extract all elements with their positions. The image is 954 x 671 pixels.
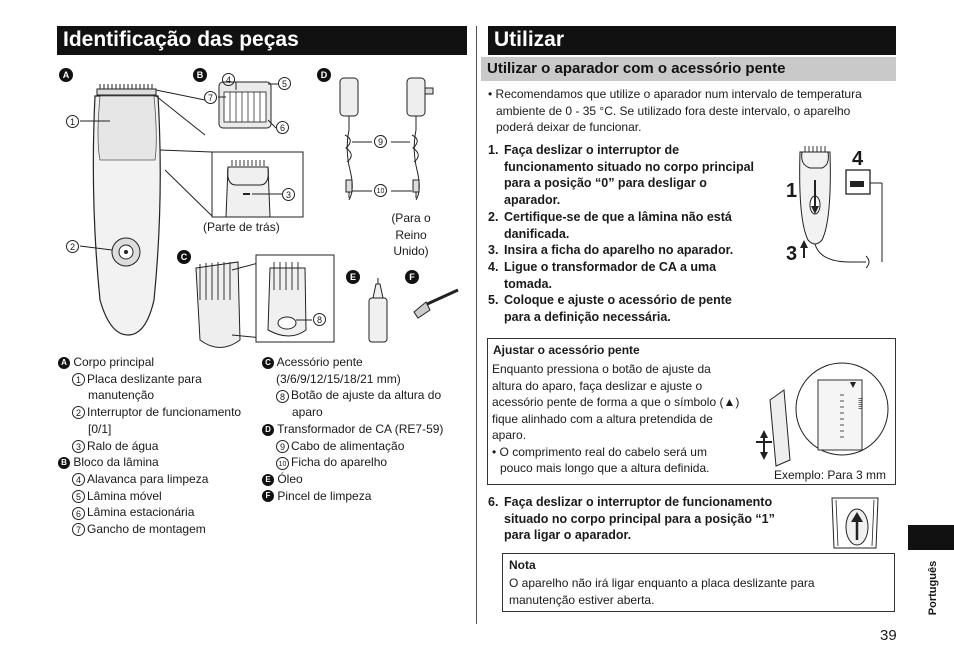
legend-badge-c: C xyxy=(262,357,274,369)
figure-label-f: F xyxy=(405,270,419,284)
figure-label-a: A xyxy=(59,68,73,82)
adjust-comb-text: Enquanto pressiona o botão de ajuste da altura do aparo, faça deslizar e ajuste o acessório pente de forma a que o símbolo (▲) fique alinhado com a altura pretendida de aparo. • O comprimento real do cabelo será um pouco mais longo que a altura definida. xyxy=(492,362,740,475)
legend-text: Cabo de alimentação xyxy=(291,438,405,453)
legend-num-icon: 2 xyxy=(72,406,85,419)
legend-text: aparo xyxy=(292,405,323,420)
legend-text: Acessório pente xyxy=(276,355,363,369)
callout-2: 2 xyxy=(66,240,79,253)
legend-text: manutenção xyxy=(88,388,155,403)
legend-num-icon: 9 xyxy=(276,440,289,453)
figure-label-e: E xyxy=(346,270,360,284)
bullet-line: ambiente de 0 - 35 °C. Se utilizado fora deste intervalo, o aparelho xyxy=(496,103,851,118)
legend-num-icon: 1 xyxy=(72,373,85,386)
step-6: 6. Faça deslizar o interruptor de funcionamento situado no corpo principal para a posição “1” para ligar o aparador. xyxy=(488,495,775,543)
callout-7: 7 xyxy=(204,91,217,104)
legend-text: Ficha do aparelho xyxy=(291,455,388,470)
nota-text: O aparelho não irá ligar enquanto a placa deslizante para manutenção estiver aberta. xyxy=(509,576,815,607)
legend-num-icon: 3 xyxy=(72,440,85,453)
legend-num-icon: 4 xyxy=(72,473,85,486)
legend-badge-e: E xyxy=(262,474,274,486)
illustration-step-3: 3 xyxy=(786,243,798,265)
illustration-step-4: 4 xyxy=(852,148,864,170)
caption-back-view: (Parte de trás) xyxy=(203,220,280,234)
legend-text: Bloco da lâmina xyxy=(73,455,159,470)
language-label: Português xyxy=(927,560,939,616)
legend-badge-d: D xyxy=(262,424,274,436)
legend-text: Pincel de limpeza xyxy=(277,488,372,503)
legend-num-icon: 8 xyxy=(276,390,289,403)
legend-badge-b: B xyxy=(58,457,70,469)
legend-num-icon: 5 xyxy=(72,490,85,503)
callout-10: 10 xyxy=(374,184,387,197)
callout-5: 5 xyxy=(278,77,291,90)
illustration-step-1: 1 xyxy=(786,180,798,202)
example-caption: Exemplo: Para 3 mm xyxy=(774,468,887,482)
legend-badge-f: F xyxy=(262,490,274,502)
bullet-line: • Recomendamos que utilize o aparador num intervalo de temperatura xyxy=(488,87,862,101)
callout-1: 1 xyxy=(66,115,79,128)
callout-3: 3 xyxy=(282,188,295,201)
language-tab xyxy=(908,525,954,550)
figure-label-b: B xyxy=(193,68,207,82)
step-2: 2. Certifique-se de que a lâmina não está danificada. xyxy=(488,209,732,241)
adjust-comb-title: Ajustar o acessório pente xyxy=(493,343,640,357)
step-4: 4. Ligue o transformador de CA a uma tomada. xyxy=(488,259,717,291)
section-header-identificacao: Identificação das peças xyxy=(57,26,467,55)
legend-num-icon: 6 xyxy=(72,507,85,520)
step-5: 5. Coloque e ajuste o acessório de pente para a definição necessária. xyxy=(488,293,732,325)
legend-badge-a: A xyxy=(58,357,70,369)
legend-text: Alavanca para limpeza xyxy=(87,471,209,486)
step-3: 3. Insira a ficha do aparelho no aparador. xyxy=(488,243,734,258)
legend-text: Placa deslizante para xyxy=(87,371,202,386)
legend-text: Ralo de água xyxy=(87,438,159,453)
legend-num-icon: 10 xyxy=(276,457,289,470)
figure-label-c: C xyxy=(177,250,191,264)
legend-text: Interruptor de funcionamento xyxy=(87,405,242,420)
callout-6: 6 xyxy=(276,121,289,134)
callout-4: 4 xyxy=(222,73,235,86)
section-header-utilizar: Utilizar xyxy=(488,26,896,55)
legend-num-icon: 7 xyxy=(72,523,85,536)
legend-text: Botão de ajuste da altura do xyxy=(291,388,442,403)
nota-title: Nota xyxy=(509,558,536,572)
subsection-header: Utilizar o aparador com o acessório pente xyxy=(481,57,896,81)
caption-uk: (Para o Reino Unido) xyxy=(391,211,431,258)
page-number: 39 xyxy=(880,627,897,644)
step-1: 1. Faça deslizar o interruptor de funcionamento situado no corpo principal para a posição “0” para desligar o aparador. xyxy=(488,143,755,208)
legend-text: Transformador de CA (RE7-59) xyxy=(277,421,444,436)
callout-9: 9 xyxy=(374,135,387,148)
mm-label: mm xyxy=(856,397,864,410)
legend-text: [0/1] xyxy=(88,421,112,436)
legend-text: Lâmina estacionária xyxy=(87,505,195,520)
legend-text: Corpo principal xyxy=(73,355,155,369)
legend-text: Lâmina móvel xyxy=(87,488,162,503)
legend-text: Gancho de montagem xyxy=(87,522,206,537)
legend-text: (3/6/9/12/15/18/21 mm) xyxy=(276,371,401,386)
legend-text: Óleo xyxy=(277,471,303,486)
callout-8: 8 xyxy=(313,313,326,326)
figure-label-d: D xyxy=(317,68,331,82)
bullet-line: poderá deixar de funcionar. xyxy=(496,120,642,134)
